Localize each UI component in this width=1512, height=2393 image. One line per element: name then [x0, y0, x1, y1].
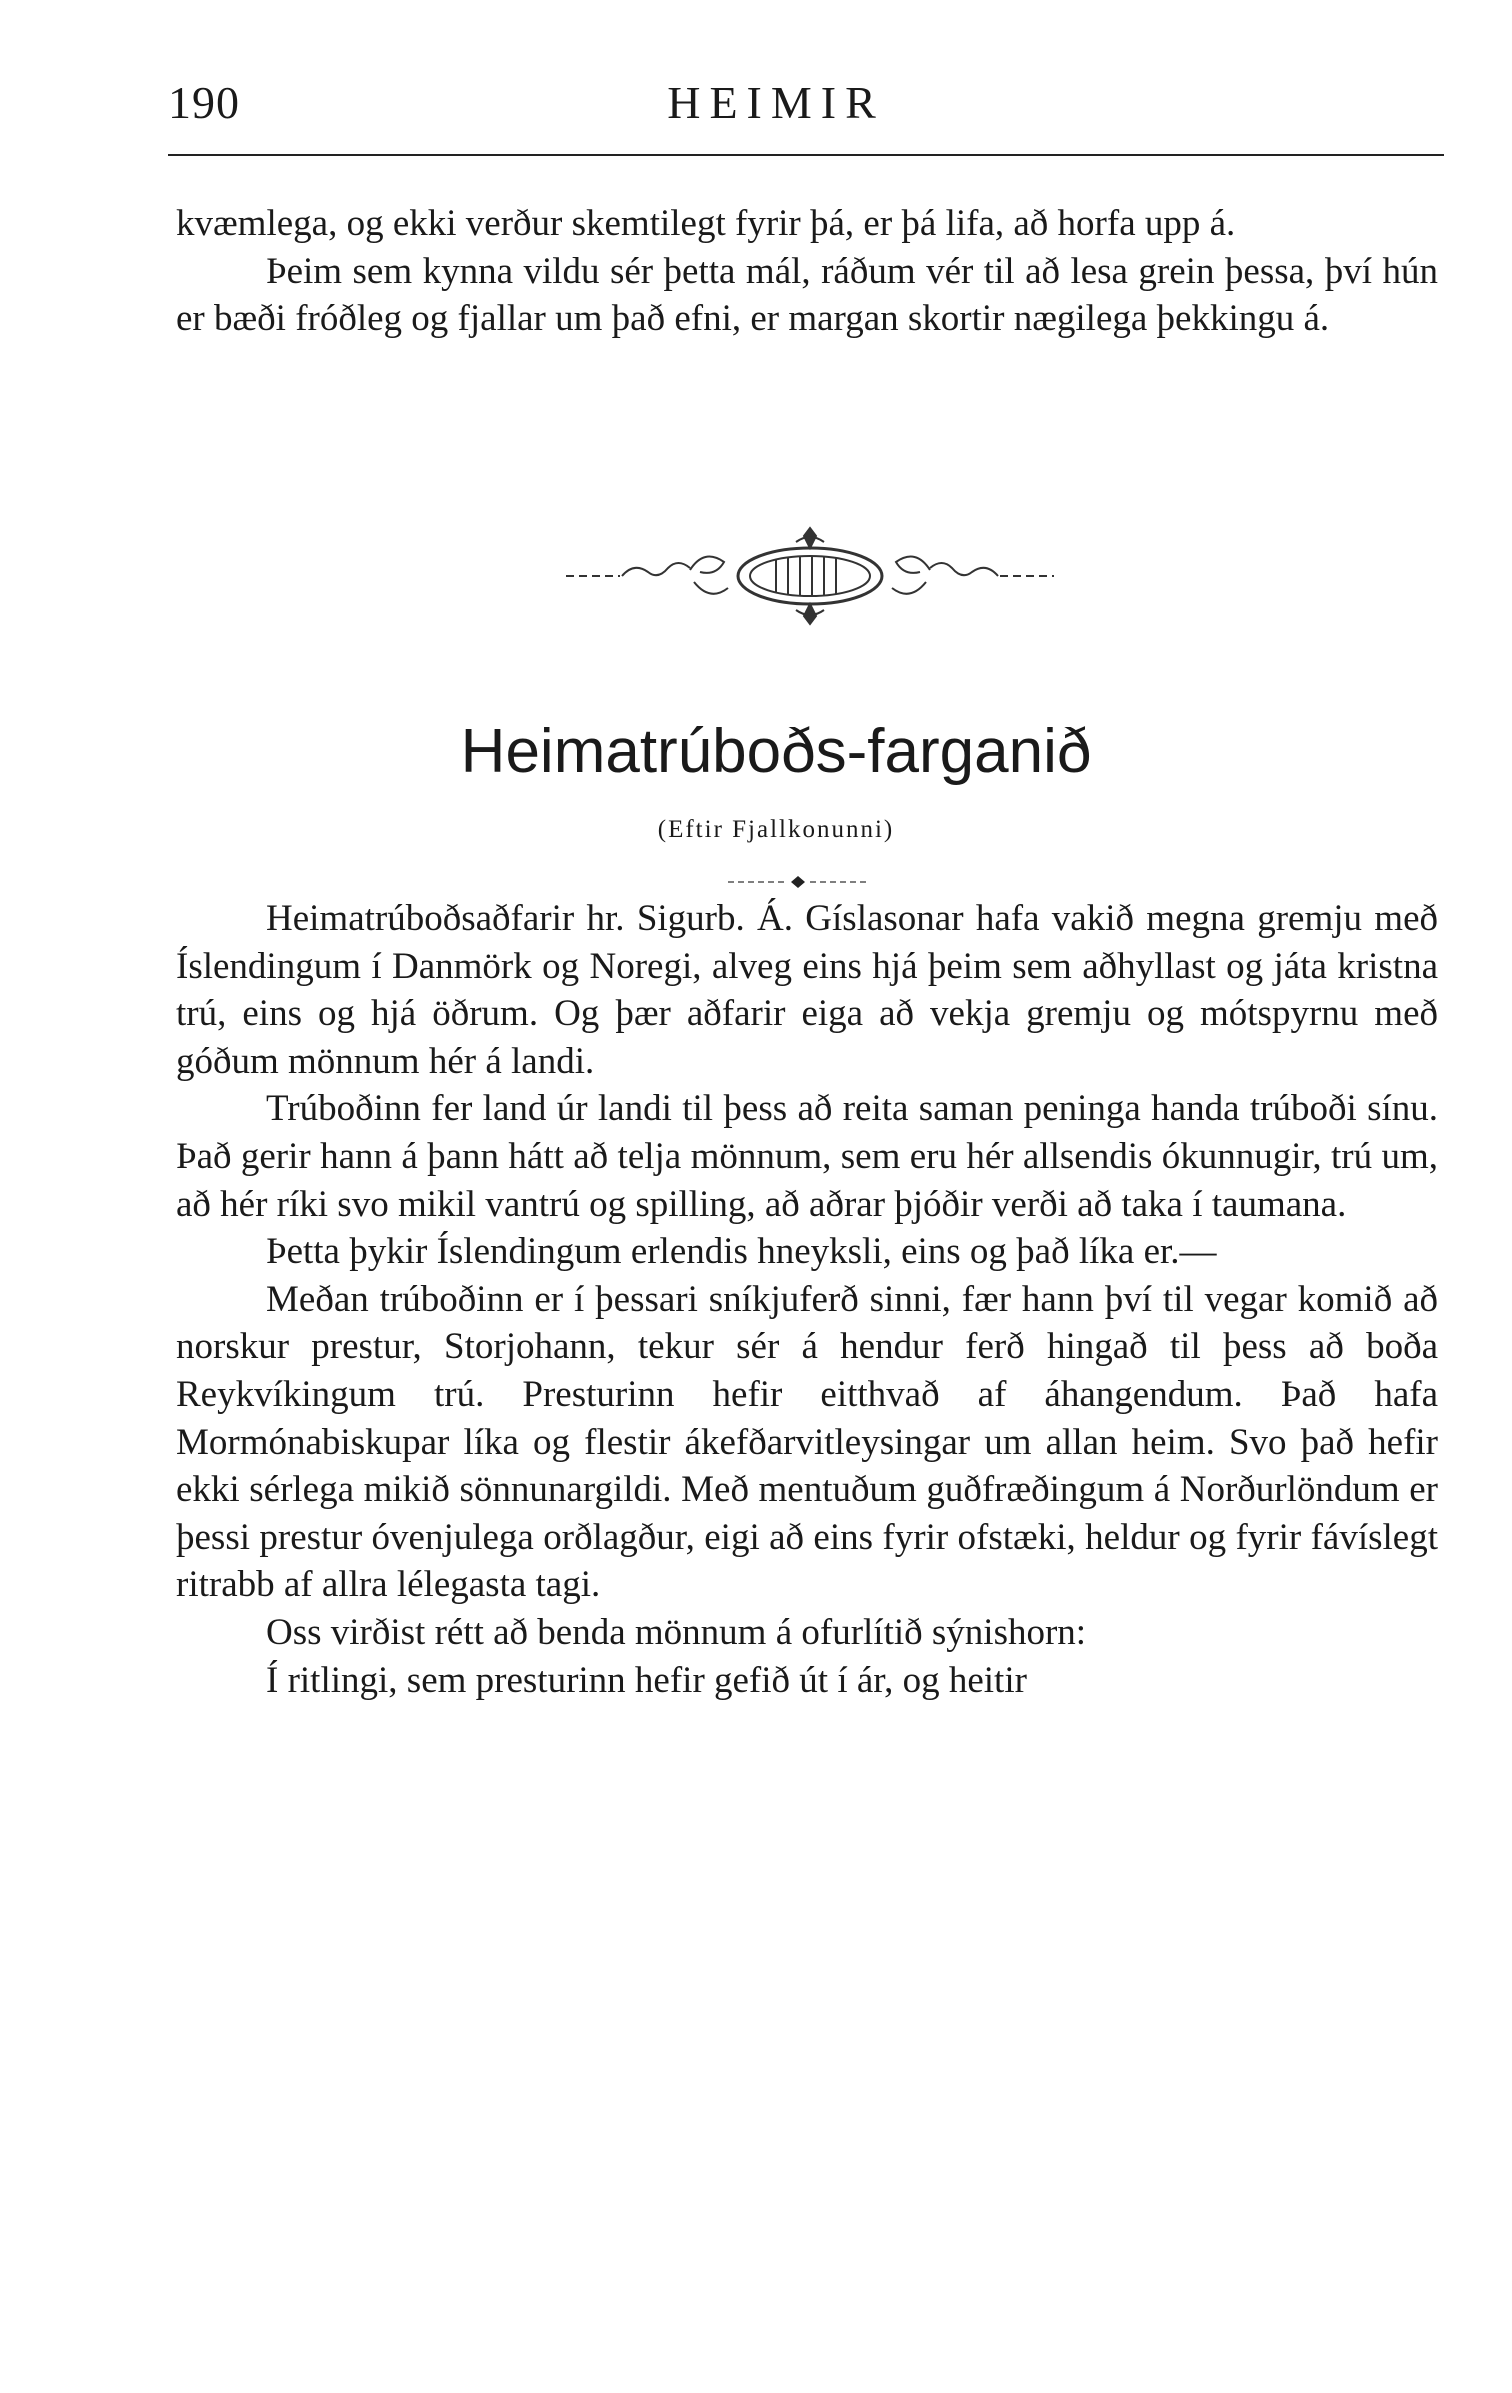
paragraph: Þetta þykir Íslendingum erlendis hneyksli, eins og það líka er.— [266, 1231, 1217, 1273]
article-subtitle: (Eftir Fjallkonunni) [657, 816, 895, 843]
running-head: HEIMIR [667, 77, 885, 128]
decorative-vignette-icon [560, 520, 1060, 630]
paragraph: Meðan trúboðinn er í þessari sníkjuferð sinni, fær hann því til vegar komið að norskur prestur, Storjohann, tekur sér á hendur ferð hingað til þess að boða Reykvíkingum trú. Presturinn hefir eitthvað af áhangendum. Það hafa Mormónabiskupar líka og flestir ákefðarvitleysingar um allan heim. Svo það hefir ekki sérlega mikið sönnunargildi. Með mentuðum guðfræðingum á Norðurlöndum er þessi prestur óvenjulega orðlagður, eigi að eins fyrir ofstæki, heldur og fyrir fávíslegt ritrabb af allra lélegasta tagi. [176, 1278, 1438, 1606]
paragraph: Þeim sem kynna vildu sér þetta mál, ráðum vér til að lesa grein þessa, því hún er bæði fróðleg og fjallar um það efni, er margan skortir nægilega þekkingu á. [176, 250, 1438, 340]
article-title: Heimatrúboðs-farganið [460, 717, 1092, 786]
header-rule [168, 154, 1444, 156]
paragraph: Heimatrúboðsaðfarir hr. Sigurb. Á. Gíslasonar hafa vakið megna gremju með Íslendingum í Danmörk og Noregi, alveg eins hjá þeim sem aðhyllast og játa kristna trú, eins og hjá öðrum. Og þær aðfarir eiga að vekja gremju og mótspyrnu með góðum mönnum hér á landi. [176, 898, 1438, 1082]
paragraph: Oss virðist rétt að benda mönnum á ofurlítið sýnishorn: [266, 1611, 1087, 1653]
page-number: 190 [168, 77, 240, 128]
paragraph: Í ritlingi, sem presturinn hefir gefið út í ár, og heitir [266, 1659, 1027, 1701]
paragraph: kvæmlega, og ekki verður skemtilegt fyrir þá, er þá lifa, að horfa upp á. [176, 203, 1236, 244]
continued-text [176, 200, 1438, 343]
paragraph: Trúboðinn fer land úr landi til þess að reita saman peninga handa trúboði sínu. Það gerir hann á þann hátt að telja mönnum, sem eru hér allsendis ókunnugir, trú um, að hér ríki svo mikil vantrú og spilling, að aðrar þjóðir verði að taka í taumana. [176, 1088, 1438, 1225]
divider-diamond-icon [728, 876, 868, 888]
article-body [176, 895, 1438, 1704]
